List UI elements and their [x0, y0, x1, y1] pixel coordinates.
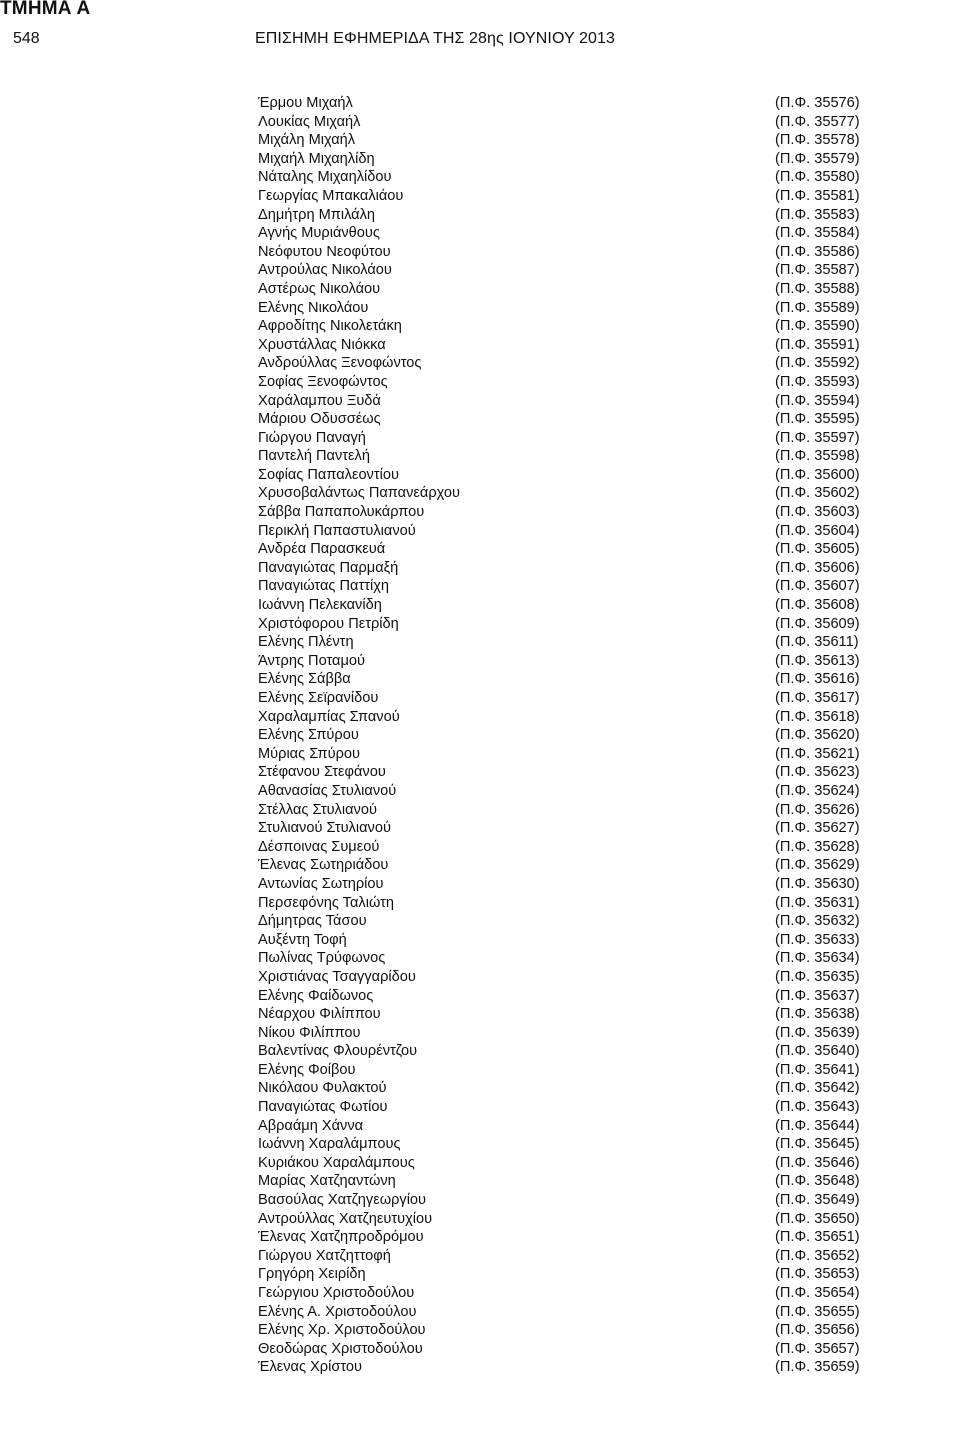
list-item — [0, 150, 960, 169]
entry-name: Περικλή Παπαστυλιανού — [258, 522, 416, 539]
entry-record-number: (Π.Φ. 35592) — [775, 355, 860, 372]
entry-name: Αθανασίας Στυλιανού — [258, 782, 397, 799]
entry-record-number: (Π.Φ. 35586) — [775, 243, 860, 260]
list-item — [0, 429, 960, 448]
entry-record-number: (Π.Φ. 35617) — [775, 690, 860, 706]
entry-name: Παντελή Παντελή — [258, 448, 370, 465]
list-item — [0, 243, 960, 262]
list-item — [0, 1191, 960, 1210]
entry-record-number: (Π.Φ. 35609) — [775, 615, 860, 632]
entry-name: Ιωάννη Χαραλάμπους — [258, 1136, 401, 1153]
entry-record-number: (Π.Φ. 35657) — [775, 1340, 860, 1357]
entry-record-number: (Π.Φ. 35627) — [775, 820, 860, 837]
list-item — [0, 1135, 960, 1154]
entry-name: Μύριας Σπύρου — [258, 745, 360, 762]
entry-name: Γεωργίας Μπακαλιάου — [258, 187, 404, 204]
entry-name: Αγνής Μυριάνθους — [258, 225, 380, 242]
entries-list — [0, 94, 960, 1377]
entry-record-number: (Π.Φ. 35595) — [775, 411, 860, 428]
entry-name: Στέλλας Στυλιανού — [258, 801, 377, 818]
entry-record-number: (Π.Φ. 35623) — [775, 764, 860, 781]
entry-name: Χρυστάλλας Νιόκκα — [258, 336, 386, 353]
entry-name: Μαρίας Χατζηαντώνη — [258, 1173, 396, 1190]
list-item — [0, 559, 960, 578]
entry-record-number: (Π.Φ. 35631) — [775, 894, 860, 911]
list-item — [0, 131, 960, 150]
entry-name: Παναγιώτας Παρμαξή — [258, 559, 399, 576]
entry-name: Δήμητρας Τάσου — [258, 913, 367, 930]
list-item — [0, 447, 960, 466]
entry-record-number: (Π.Φ. 35602) — [775, 485, 860, 502]
entry-name: Αυξέντη Τοφή — [258, 931, 347, 948]
list-item — [0, 1210, 960, 1229]
list-item — [0, 1265, 960, 1284]
list-item — [0, 206, 960, 225]
entry-name: Νικόλαου Φυλακτού — [258, 1080, 387, 1097]
list-item — [0, 94, 960, 113]
list-item — [0, 1284, 960, 1303]
list-item — [0, 261, 960, 280]
entry-record-number: (Π.Φ. 35576) — [775, 95, 860, 111]
list-item — [0, 782, 960, 801]
entry-record-number: (Π.Φ. 35628) — [775, 838, 860, 855]
list-item — [0, 670, 960, 689]
entry-record-number: (Π.Φ. 35600) — [775, 466, 860, 483]
entry-record-number: (Π.Φ. 35581) — [775, 187, 860, 204]
list-item — [0, 1172, 960, 1191]
list-item — [0, 801, 960, 820]
entry-name: Ελένης Σάββα — [258, 671, 351, 688]
entry-name: Χριστιάνας Τσαγγαρίδου — [258, 968, 416, 985]
entry-record-number: (Π.Φ. 35590) — [775, 318, 860, 335]
entry-name: Ελένης Σπύρου — [258, 727, 359, 744]
entry-record-number: (Π.Φ. 35613) — [775, 652, 860, 669]
entry-name: Βαλεντίνας Φλουρέντζου — [258, 1043, 418, 1060]
entry-name: Βασούλας Χατζηγεωργίου — [258, 1192, 427, 1209]
entry-record-number: (Π.Φ. 35659) — [775, 1359, 860, 1376]
entry-record-number: (Π.Φ. 35635) — [775, 968, 860, 985]
entry-name: Θεοδώρας Χριστοδούλου — [258, 1340, 423, 1357]
list-item — [0, 466, 960, 485]
entry-record-number: (Π.Φ. 35583) — [775, 206, 860, 223]
entry-name: Έλενας Χρίστου — [258, 1359, 363, 1376]
list-item — [0, 931, 960, 950]
entry-name: Αντρούλλας Χατζηευτυχίου — [258, 1210, 433, 1227]
entry-name: Μιχαήλ Μιχαηλίδη — [258, 150, 375, 167]
entry-name: Παναγιώτας Παττίχη — [258, 578, 390, 595]
entry-name: Χαραλαμπίας Σπανού — [258, 708, 400, 725]
list-item — [0, 894, 960, 913]
entry-name: Χαράλαμπου Ξυδά — [258, 392, 381, 409]
entry-name: Δημήτρη Μπιλάλη — [258, 206, 376, 223]
list-item — [0, 354, 960, 373]
list-item — [0, 652, 960, 671]
list-item — [0, 1228, 960, 1247]
entry-record-number: (Π.Φ. 35646) — [775, 1154, 860, 1171]
list-item — [0, 522, 960, 541]
list-item — [0, 168, 960, 187]
entry-record-number: (Π.Φ. 35579) — [775, 150, 860, 167]
entry-record-number: (Π.Φ. 35591) — [775, 336, 860, 353]
entry-record-number: (Π.Φ. 35643) — [775, 1099, 860, 1116]
entry-record-number: (Π.Φ. 35626) — [775, 801, 860, 818]
entry-name: Έρμου Μιχαήλ — [258, 95, 353, 111]
entry-record-number: (Π.Φ. 35589) — [775, 299, 860, 316]
entry-name: Στέφανου Στεφάνου — [258, 764, 386, 781]
entry-record-number: (Π.Φ. 35640) — [775, 1043, 860, 1060]
entry-record-number: (Π.Φ. 35634) — [775, 950, 860, 967]
entry-name: Ελένης Σεϊρανίδου — [258, 690, 379, 706]
entry-name: Άντρης Ποταμού — [258, 652, 365, 669]
entry-record-number: (Π.Φ. 35653) — [775, 1266, 860, 1283]
entry-name: Πωλίνας Τρύφωνος — [258, 950, 386, 967]
entry-name: Στυλιανού Στυλιανού — [258, 820, 391, 837]
list-item — [0, 838, 960, 857]
entry-record-number: (Π.Φ. 35607) — [775, 578, 860, 595]
entry-record-number: (Π.Φ. 35616) — [775, 671, 860, 688]
list-item — [0, 968, 960, 987]
entry-record-number: (Π.Φ. 35580) — [775, 169, 860, 186]
list-item — [0, 1358, 960, 1377]
entry-name: Ελένης Νικολάου — [258, 299, 369, 316]
entry-record-number: (Π.Φ. 35639) — [775, 1024, 860, 1041]
entry-record-number: (Π.Φ. 35645) — [775, 1136, 860, 1153]
list-item — [0, 187, 960, 206]
entry-name: Γιώργου Παναγή — [258, 429, 366, 446]
entry-name: Έλενας Σωτηριάδου — [258, 857, 389, 874]
list-item — [0, 577, 960, 596]
entry-record-number: (Π.Φ. 35637) — [775, 987, 860, 1004]
entry-record-number: (Π.Φ. 35605) — [775, 541, 860, 558]
list-item — [0, 875, 960, 894]
list-item — [0, 1247, 960, 1266]
list-item — [0, 1098, 960, 1117]
list-item — [0, 689, 960, 708]
list-item — [0, 819, 960, 838]
entry-name: Σοφίας Παπαλεοντίου — [258, 466, 399, 483]
entry-name: Μάριου Οδυσσέως — [258, 411, 381, 428]
list-item — [0, 224, 960, 243]
list-item — [0, 856, 960, 875]
list-item — [0, 317, 960, 336]
entry-record-number: (Π.Φ. 35587) — [775, 262, 860, 279]
entry-name: Νάταλης Μιχαηλίδου — [258, 169, 392, 186]
entry-name: Αντρούλας Νικολάου — [258, 262, 392, 279]
entry-record-number: (Π.Φ. 35608) — [775, 597, 860, 614]
entry-record-number: (Π.Φ. 35598) — [775, 448, 860, 465]
list-item — [0, 1061, 960, 1080]
entry-record-number: (Π.Φ. 35630) — [775, 875, 860, 892]
entry-name: Μιχάλη Μιχαήλ — [258, 132, 356, 149]
list-item — [0, 745, 960, 764]
entry-name: Γεώργιου Χριστοδούλου — [258, 1285, 415, 1301]
running-header-title: ΕΠΙΣΗΜΗ ΕΦΗΜΕΡΙΔΑ ΤΗΣ 28ης ΙΟΥΝΙΟΥ 2013 — [255, 30, 616, 47]
entry-record-number: (Π.Φ. 35611) — [775, 634, 859, 651]
section-label: ΤΜΗΜΑ Α — [0, 0, 91, 19]
list-item — [0, 912, 960, 931]
entry-name: Δέσποινας Συμεού — [258, 838, 380, 855]
entry-name: Νέαρχου Φιλίππου — [258, 1006, 381, 1023]
entry-name: Γρηγόρη Χειρίδη — [258, 1266, 366, 1283]
entry-record-number: (Π.Φ. 35578) — [775, 132, 860, 149]
list-item — [0, 1340, 960, 1359]
list-item — [0, 113, 960, 132]
entry-name: Αφροδίτης Νικολετάκη — [258, 318, 402, 335]
entry-record-number: (Π.Φ. 35597) — [775, 429, 860, 446]
entry-record-number: (Π.Φ. 35577) — [775, 113, 860, 130]
entry-name: Παναγιώτας Φωτίου — [258, 1099, 388, 1116]
entry-name: Κυριάκου Χαραλάμπους — [258, 1154, 415, 1171]
entry-record-number: (Π.Φ. 35621) — [775, 745, 860, 762]
list-item — [0, 1154, 960, 1173]
entry-record-number: (Π.Φ. 35594) — [775, 392, 860, 409]
entry-record-number: (Π.Φ. 35633) — [775, 931, 860, 948]
list-item — [0, 949, 960, 968]
entry-record-number: (Π.Φ. 35654) — [775, 1285, 860, 1301]
entry-name: Ελένης Πλέντη — [258, 634, 354, 651]
page-number: 548 — [13, 30, 40, 47]
entry-record-number: (Π.Φ. 35620) — [775, 727, 860, 744]
list-item — [0, 708, 960, 727]
entry-name: Λουκίας Μιχαήλ — [258, 113, 361, 130]
list-item — [0, 633, 960, 652]
entry-record-number: (Π.Φ. 35650) — [775, 1210, 860, 1227]
list-item — [0, 1042, 960, 1061]
list-item — [0, 615, 960, 634]
entry-name: Σοφίας Ξενοφώντος — [258, 373, 388, 390]
entry-record-number: (Π.Φ. 35588) — [775, 280, 860, 297]
list-item — [0, 726, 960, 745]
entry-record-number: (Π.Φ. 35642) — [775, 1080, 860, 1097]
entry-name: Γιώργου Χατζηττοφή — [258, 1247, 391, 1264]
entry-record-number: (Π.Φ. 35603) — [775, 504, 860, 521]
list-item — [0, 373, 960, 392]
entry-record-number: (Π.Φ. 35638) — [775, 1006, 860, 1023]
entry-record-number: (Π.Φ. 35651) — [775, 1229, 860, 1246]
entry-name: Ελένης Χρ. Χριστοδούλου — [258, 1322, 426, 1339]
list-item — [0, 1321, 960, 1340]
list-item — [0, 540, 960, 559]
entry-name: Χρυσοβαλάντως Παπανεάρχου — [258, 485, 461, 502]
entry-name: Νίκου Φιλίππου — [258, 1024, 361, 1041]
entry-name: Ιωάννη Πελεκανίδη — [258, 597, 382, 614]
list-item — [0, 503, 960, 522]
entry-record-number: (Π.Φ. 35648) — [775, 1173, 860, 1190]
list-item — [0, 1079, 960, 1098]
list-item — [0, 1005, 960, 1024]
entry-name: Αστέρως Νικολάου — [258, 280, 381, 297]
entry-record-number: (Π.Φ. 35606) — [775, 559, 860, 576]
entry-name: Ελένης Φοίβου — [258, 1061, 356, 1078]
list-item — [0, 484, 960, 503]
entry-name: Ανδρούλλας Ξενοφώντος — [258, 355, 422, 372]
list-item — [0, 763, 960, 782]
entry-name: Σάββα Παπαπολυκάρπου — [258, 504, 425, 521]
list-item — [0, 392, 960, 411]
entry-record-number: (Π.Φ. 35618) — [775, 708, 860, 725]
entry-record-number: (Π.Φ. 35604) — [775, 522, 860, 539]
entry-name: Ελένης Φαίδωνος — [258, 987, 374, 1004]
list-item — [0, 410, 960, 429]
entry-record-number: (Π.Φ. 35644) — [775, 1117, 860, 1134]
entry-name: Χριστόφορου Πετρίδη — [258, 615, 399, 632]
list-item — [0, 1117, 960, 1136]
entry-name: Περσεφόνης Ταλιώτη — [258, 894, 395, 911]
entry-name: Έλενας Χατζηπροδρόμου — [258, 1229, 424, 1246]
entry-record-number: (Π.Φ. 35656) — [775, 1322, 860, 1339]
list-item — [0, 1024, 960, 1043]
list-item — [0, 299, 960, 318]
entry-record-number: (Π.Φ. 35649) — [775, 1192, 860, 1209]
list-item — [0, 280, 960, 299]
entry-record-number: (Π.Φ. 35655) — [775, 1303, 860, 1320]
list-item — [0, 336, 960, 355]
entry-record-number: (Π.Φ. 35652) — [775, 1247, 860, 1264]
list-item — [0, 987, 960, 1006]
entry-name: Αντωνίας Σωτηρίου — [258, 875, 384, 892]
entry-record-number: (Π.Φ. 35584) — [775, 225, 860, 242]
list-item — [0, 596, 960, 615]
entry-name: Αβραάμη Χάννα — [258, 1117, 364, 1134]
entry-record-number: (Π.Φ. 35632) — [775, 913, 860, 930]
entry-record-number: (Π.Φ. 35593) — [775, 373, 860, 390]
entry-record-number: (Π.Φ. 35629) — [775, 857, 860, 874]
entry-record-number: (Π.Φ. 35641) — [775, 1061, 860, 1078]
list-item — [0, 1303, 960, 1322]
entry-name: Ελένης Α. Χριστοδούλου — [258, 1303, 417, 1320]
entry-record-number: (Π.Φ. 35624) — [775, 782, 860, 799]
entry-name: Νεόφυτου Νεοφύτου — [258, 243, 391, 260]
entry-name: Ανδρέα Παρασκευά — [258, 541, 386, 558]
